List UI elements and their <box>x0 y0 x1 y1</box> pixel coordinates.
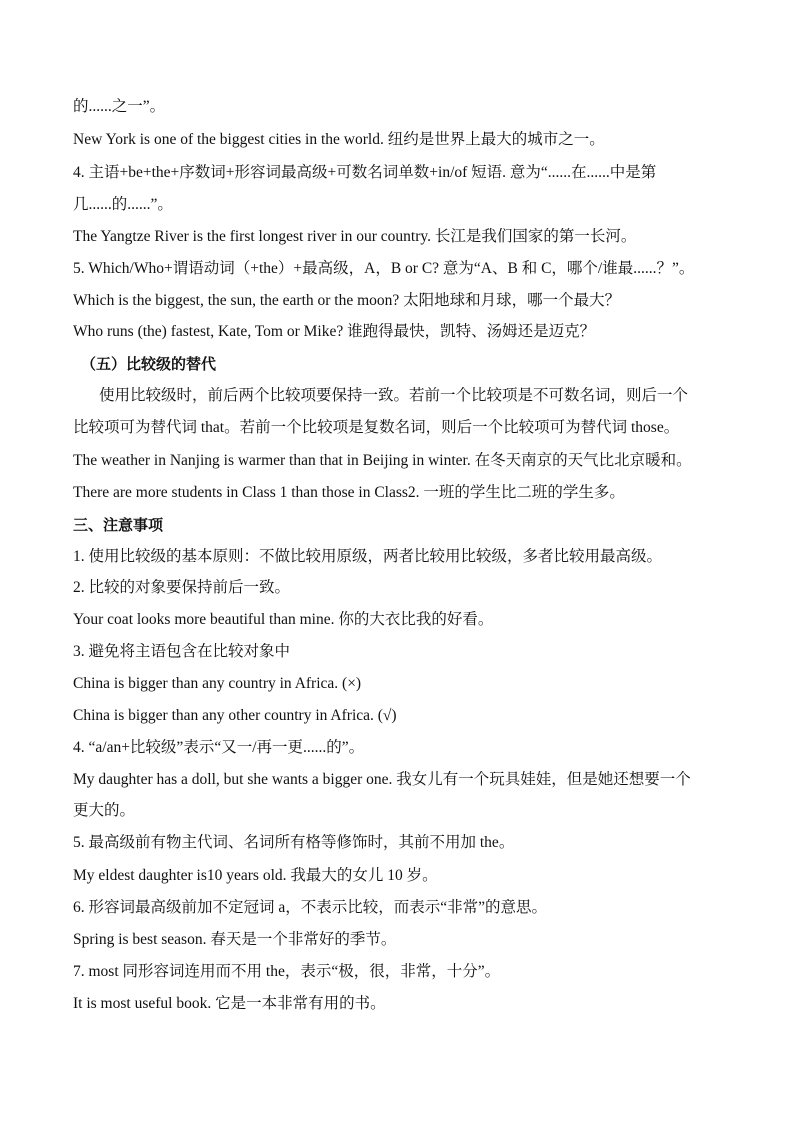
example-sentence: China is bigger than any other country in Africa. (√) <box>73 707 397 724</box>
text-line: 更大的。 <box>73 802 136 819</box>
example-sentence: China is bigger than any country in Africa. (×) <box>73 675 362 692</box>
example-sentence: Your coat looks more beautiful than mine. 你的大衣比我的好看。 <box>73 611 494 628</box>
example-sentence: The Yangtze River is the first longest river in our country. 长江是我们国家的第一长河。 <box>73 228 637 245</box>
rule-item-7: 7. most 同形容词连用而不用 the，表示“极，很，非常，十分”。 <box>73 963 501 980</box>
rule-item-6: 6. 形容词最高级前加不定冠词 a，不表示比较，而表示“非常”的意思。 <box>73 899 548 916</box>
section-heading: 三、注意事项 <box>73 516 164 534</box>
text-line: 的......之一”。 <box>73 98 166 115</box>
rule-item-3: 3. 避免将主语包含在比较对象中 <box>73 643 291 660</box>
text-line: 几......的......”。 <box>73 196 173 213</box>
example-sentence: It is most useful book. 它是一本非常有用的书。 <box>73 995 386 1012</box>
rule-item-1: 1. 使用比较级的基本原则：不做比较用原级，两者比较用比较级，多者比较用最高级。 <box>73 548 663 565</box>
example-sentence: The weather in Nanjing is warmer than that in Beijing in winter. 在冬天南京的天气比北京暖和。 <box>73 452 692 469</box>
rule-item-5: 5. 最高级前有物主代词、名词所有格等修饰时，其前不用加 the。 <box>73 834 515 851</box>
rule-item-2: 2. 比较的对象要保持前后一致。 <box>73 579 291 596</box>
example-sentence: New York is one of the biggest cities in the world. 纽约是世界上最大的城市之一。 <box>73 131 605 148</box>
example-sentence: Spring is best season. 春天是一个非常好的季节。 <box>73 931 397 948</box>
example-sentence: My eldest daughter is10 years old. 我最大的女儿 10 岁。 <box>73 867 438 884</box>
section-heading: （五）比较级的替代 <box>81 355 217 373</box>
rule-item-4: 4. “a/an+比较级”表示“又一/再一更......的”。 <box>73 739 365 756</box>
paragraph-line: 使用比较级时，前后两个比较项要保持一致。若前一个比较项是不可数名词，则后一个 <box>99 387 689 404</box>
example-sentence: Who runs (the) fastest, Kate, Tom or Mike? 谁跑得最快，凯特、汤姆还是迈克？ <box>73 323 596 340</box>
example-sentence: My daughter has a doll, but she wants a bigger one. 我女儿有一个玩具娃娃，但是她还想要一个 <box>73 771 691 788</box>
rule-item-5: 5. Which/Who+谓语动词（+the）+最高级，A，B or C? 意为“A、B 和 C，哪个/谁最......？”。 <box>73 260 695 277</box>
example-sentence: Which is the biggest, the sun, the earth or the moon? 太阳地球和月球，哪一个最大？ <box>73 292 621 309</box>
paragraph-line: 比较项可为替代词 that。若前一个比较项是复数名词，则后一个比较项可为替代词 those。 <box>73 419 680 436</box>
rule-item-4: 4. 主语+be+the+序数词+形容词最高级+可数名词单数+in/of 短语. 意为“......在......中是第 <box>73 164 657 181</box>
example-sentence: There are more students in Class 1 than those in Class2. 一班的学生比二班的学生多。 <box>73 484 625 501</box>
